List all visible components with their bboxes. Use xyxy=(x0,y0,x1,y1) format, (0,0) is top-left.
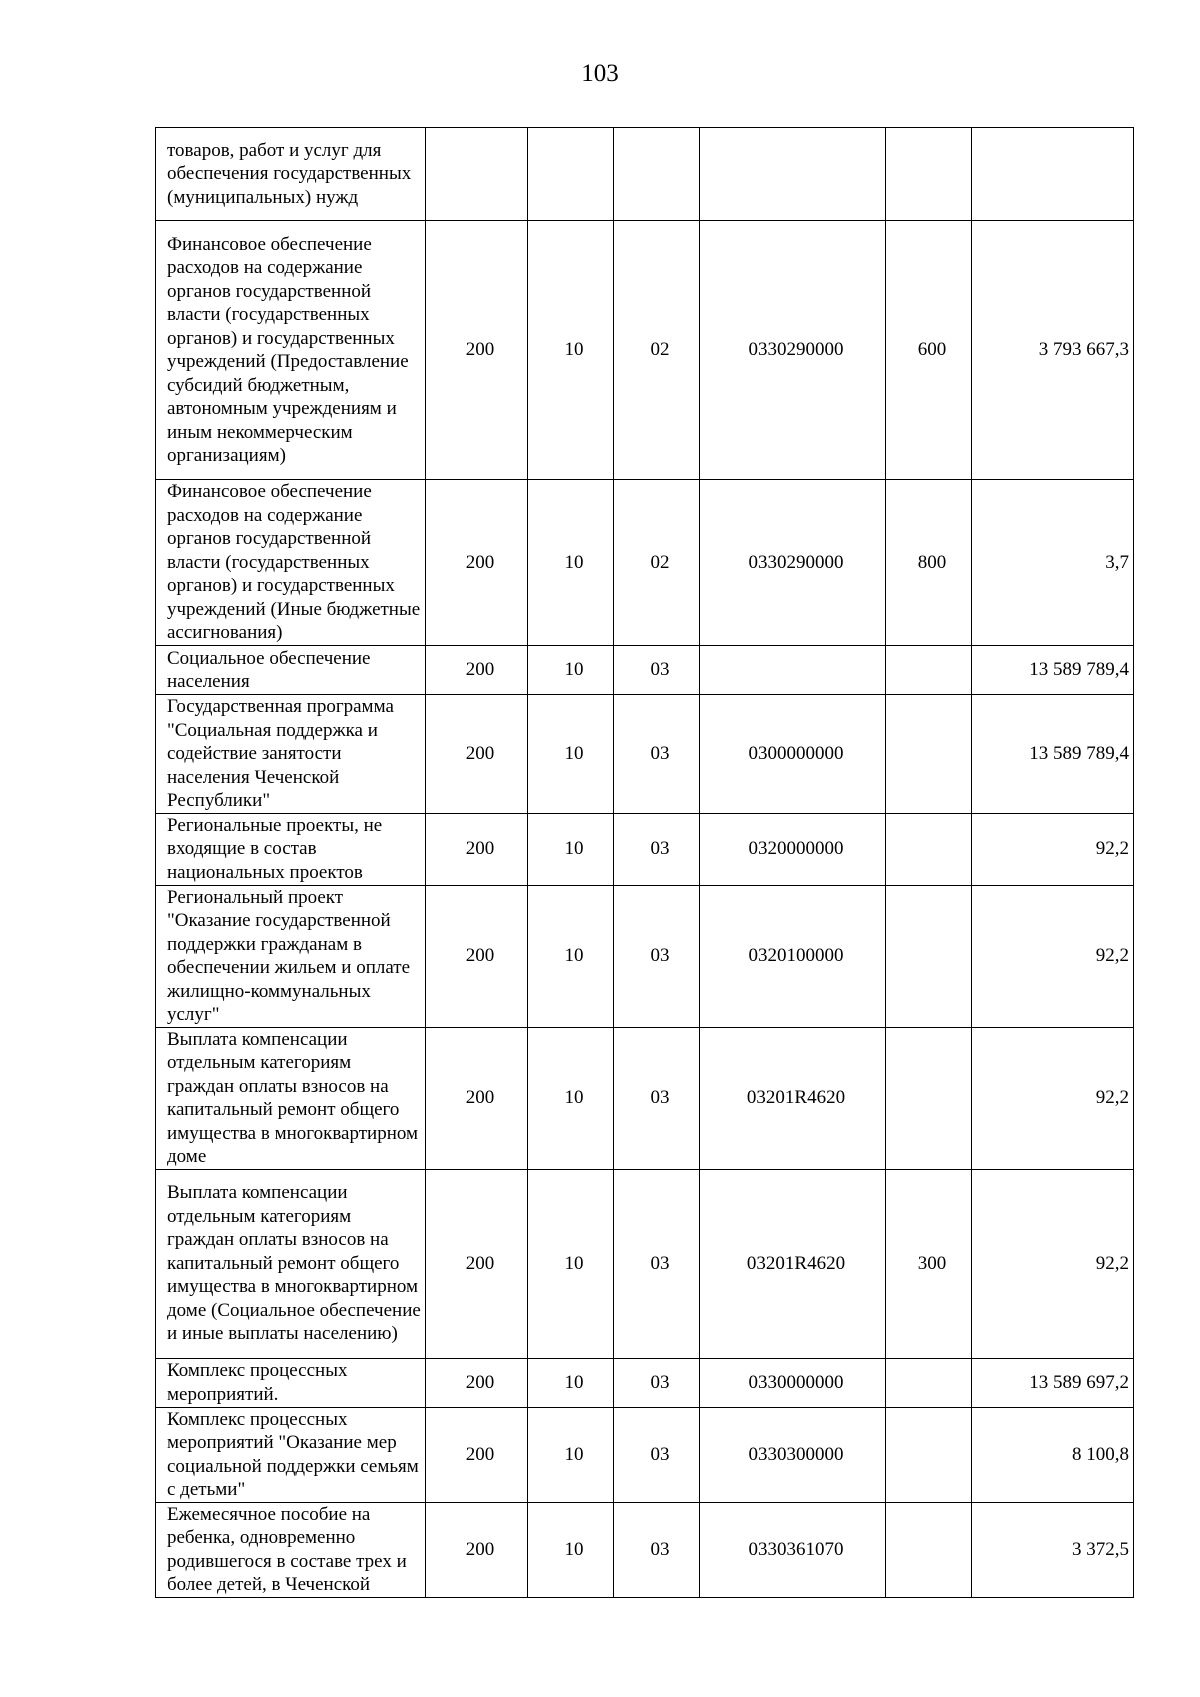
code-section: 10 xyxy=(528,1169,614,1358)
code-subsection: 03 xyxy=(614,1502,700,1597)
code-ministry: 200 xyxy=(426,221,528,480)
code-expense-type: 600 xyxy=(886,221,972,480)
code-target-article: 0300000000 xyxy=(700,695,886,814)
table-row xyxy=(156,221,1134,480)
amount: 13 589 789,4 xyxy=(972,695,1134,814)
code-target-article: 0320100000 xyxy=(700,885,886,1027)
item-name: Региональные проекты, не входящие в состав национальных проектов xyxy=(156,813,426,885)
table-row xyxy=(156,1169,1134,1358)
table-row xyxy=(156,1502,1134,1597)
table-row xyxy=(156,1358,1134,1407)
code-ministry: 200 xyxy=(426,1169,528,1358)
table-row xyxy=(156,646,1134,695)
code-target-article xyxy=(700,128,886,221)
code-expense-type xyxy=(886,1027,972,1169)
code-subsection: 02 xyxy=(614,221,700,480)
code-ministry xyxy=(426,128,528,221)
code-ministry: 200 xyxy=(426,813,528,885)
code-section: 10 xyxy=(528,1027,614,1169)
table-row xyxy=(156,885,1134,1027)
item-name: Комплекс процессных мероприятий "Оказание мер социальной поддержки семьям с детьми" xyxy=(156,1407,426,1502)
code-ministry: 200 xyxy=(426,1502,528,1597)
code-ministry: 200 xyxy=(426,1027,528,1169)
table-row xyxy=(156,1027,1134,1169)
amount: 92,2 xyxy=(972,885,1134,1027)
code-subsection: 03 xyxy=(614,813,700,885)
code-target-article: 0330290000 xyxy=(700,221,886,480)
code-section: 10 xyxy=(528,480,614,646)
code-section xyxy=(528,128,614,221)
code-subsection: 03 xyxy=(614,1358,700,1407)
code-target-article xyxy=(700,646,886,695)
code-subsection: 03 xyxy=(614,695,700,814)
code-section: 10 xyxy=(528,885,614,1027)
page-number: 103 xyxy=(581,60,619,87)
code-expense-type: 800 xyxy=(886,480,972,646)
code-ministry: 200 xyxy=(426,695,528,814)
item-name: Финансовое обеспечение расходов на содержание органов государственной власти (государственных органов) и государственных учреждений (Предоставление субсидий бюджетным, автономным учреждениям и иным некоммерческим организациям) xyxy=(156,221,426,480)
item-name: Ежемесячное пособие на ребенка, одновременно родившегося в составе трех и более детей, в Чеченской xyxy=(156,1502,426,1597)
item-name: Выплата компенсации отдельным категориям граждан оплаты взносов на капитальный ремонт общего имущества в многоквартирном доме (Социальное обеспечение и иные выплаты населению) xyxy=(156,1169,426,1358)
item-name: Социальное обеспечение населения xyxy=(156,646,426,695)
amount: 3 793 667,3 xyxy=(972,221,1134,480)
table-body xyxy=(156,128,1134,1598)
code-ministry: 200 xyxy=(426,646,528,695)
code-target-article: 0330300000 xyxy=(700,1407,886,1502)
code-section: 10 xyxy=(528,1407,614,1502)
code-expense-type xyxy=(886,646,972,695)
amount: 8 100,8 xyxy=(972,1407,1134,1502)
code-ministry: 200 xyxy=(426,1407,528,1502)
table-row xyxy=(156,695,1134,814)
code-section: 10 xyxy=(528,813,614,885)
amount: 92,2 xyxy=(972,1027,1134,1169)
code-target-article: 0320000000 xyxy=(700,813,886,885)
code-section: 10 xyxy=(528,1502,614,1597)
code-expense-type xyxy=(886,1407,972,1502)
item-name: Выплата компенсации отдельным категориям граждан оплаты взносов на капитальный ремонт общего имущества в многоквартирном доме xyxy=(156,1027,426,1169)
budget-table xyxy=(155,127,1134,1598)
code-section: 10 xyxy=(528,221,614,480)
amount xyxy=(972,128,1134,221)
table-row xyxy=(156,813,1134,885)
item-name: Региональный проект "Оказание государственной поддержки гражданам в обеспечении жильем и оплате жилищно-коммунальных услуг" xyxy=(156,885,426,1027)
code-subsection: 03 xyxy=(614,1027,700,1169)
code-section: 10 xyxy=(528,646,614,695)
amount: 13 589 697,2 xyxy=(972,1358,1134,1407)
code-subsection: 03 xyxy=(614,1169,700,1358)
table-row xyxy=(156,480,1134,646)
code-subsection xyxy=(614,128,700,221)
code-target-article: 03201R4620 xyxy=(700,1027,886,1169)
table-row xyxy=(156,128,1134,221)
code-expense-type xyxy=(886,1358,972,1407)
item-name: товаров, работ и услуг для обеспечения государственных (муниципальных) нужд xyxy=(156,128,426,221)
code-target-article: 03201R4620 xyxy=(700,1169,886,1358)
amount: 13 589 789,4 xyxy=(972,646,1134,695)
code-section: 10 xyxy=(528,695,614,814)
item-name: Комплекс процессных мероприятий. xyxy=(156,1358,426,1407)
amount: 3,7 xyxy=(972,480,1134,646)
table-row xyxy=(156,1407,1134,1502)
code-target-article: 0330290000 xyxy=(700,480,886,646)
code-expense-type xyxy=(886,128,972,221)
code-subsection: 03 xyxy=(614,646,700,695)
code-ministry: 200 xyxy=(426,885,528,1027)
code-section: 10 xyxy=(528,1358,614,1407)
code-ministry: 200 xyxy=(426,480,528,646)
code-expense-type xyxy=(886,1502,972,1597)
code-ministry: 200 xyxy=(426,1358,528,1407)
code-subsection: 03 xyxy=(614,1407,700,1502)
code-subsection: 02 xyxy=(614,480,700,646)
amount: 3 372,5 xyxy=(972,1502,1134,1597)
code-expense-type xyxy=(886,695,972,814)
code-subsection: 03 xyxy=(614,885,700,1027)
code-expense-type xyxy=(886,885,972,1027)
code-expense-type xyxy=(886,813,972,885)
code-expense-type: 300 xyxy=(886,1169,972,1358)
code-target-article: 0330361070 xyxy=(700,1502,886,1597)
amount: 92,2 xyxy=(972,1169,1134,1358)
item-name: Государственная программа "Социальная поддержка и содействие занятости населения Чеченской Республики" xyxy=(156,695,426,814)
code-target-article: 0330000000 xyxy=(700,1358,886,1407)
item-name: Финансовое обеспечение расходов на содержание органов государственной власти (государственных органов) и государственных учреждений (Иные бюджетные ассигнования) xyxy=(156,480,426,646)
amount: 92,2 xyxy=(972,813,1134,885)
